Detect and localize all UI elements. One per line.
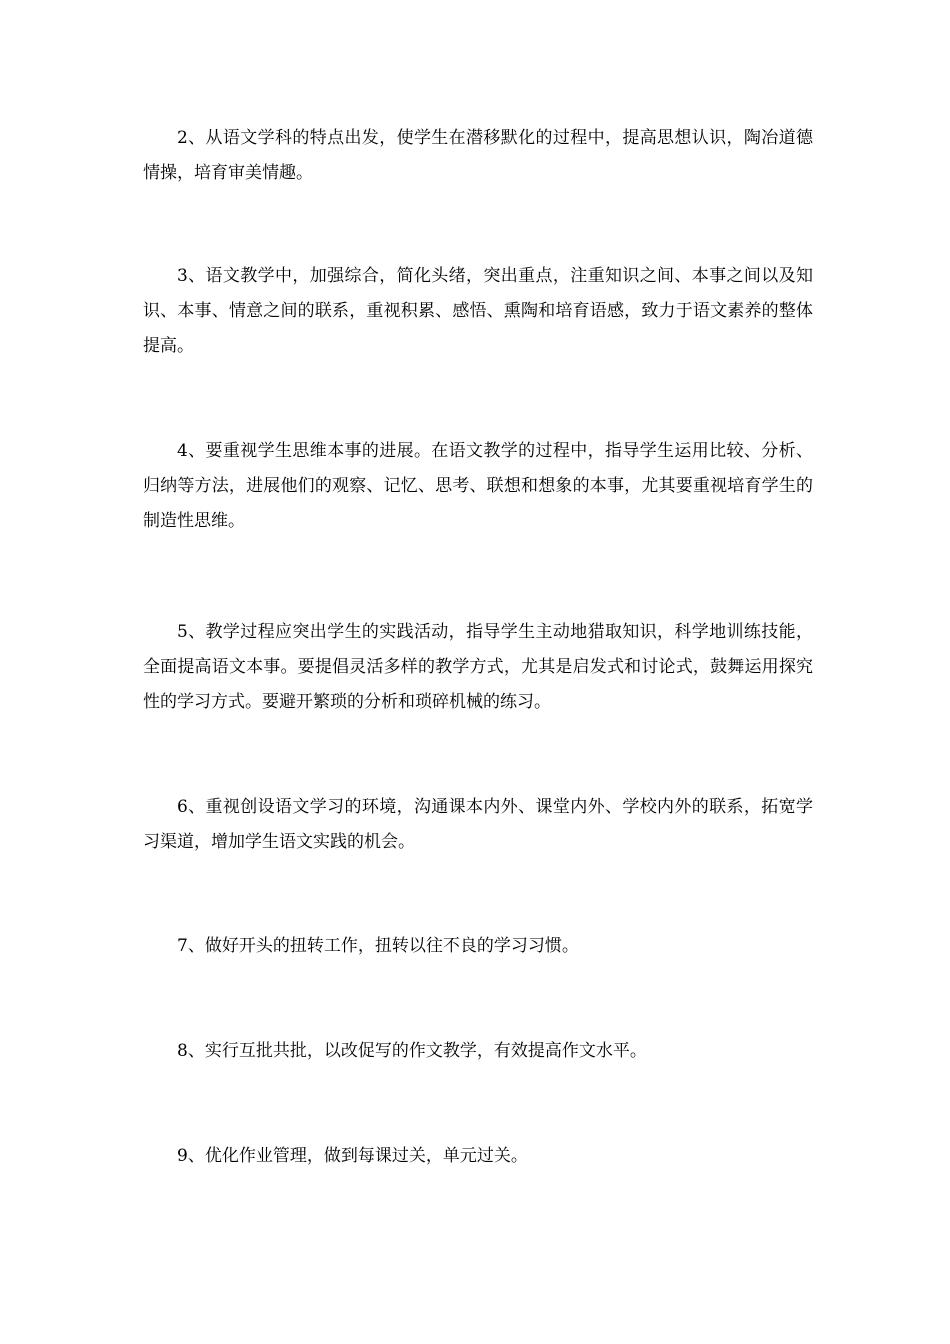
- paragraph-item-5: 5、教学过程应突出学生的实践活动，指导学生主动地猎取知识，科学地训练技能，全面提高语文本事。要提倡灵活多样的教学方式，尤其是启发式和讨论式，鼓舞运用探究性的学习方式。要避开繁琐的分析和琐碎机械的练习。: [143, 622, 813, 712]
- paragraph-item-3: 3、语文教学中，加强综合，简化头绪，突出重点，注重知识之间、本事之间以及知识、本事、情意之间的联系，重视积累、感悟、熏陶和培育语感，致力于语文素养的整体提高。: [143, 266, 813, 356]
- paragraph-item-9: 9、优化作业管理，做到每课过关，单元过关。: [177, 1146, 528, 1166]
- paragraph-item-6: 6、重视创设语文学习的环境，沟通课本内外、课堂内外、学校内外的联系，拓宽学习渠道，增加学生语文实践的机会。: [143, 797, 813, 852]
- paragraph-item-8: 8、实行互批共批，以改促写的作文教学，有效提高作文水平。: [177, 1041, 647, 1061]
- paragraph-item-7: 7、做好开头的扭转工作，扭转以往不良的学习习惯。: [177, 936, 579, 956]
- paragraph-item-2: 2、从语文学科的特点出发，使学生在潜移默化的过程中，提高思想认识，陶冶道德情操，培育审美情趣。: [143, 128, 813, 183]
- paragraph-item-4: 4、要重视学生思维本事的进展。在语文教学的过程中，指导学生运用比较、分析、归纳等方法，进展他们的观察、记忆、思考、联想和想象的本事，尤其要重视培育学生的制造性思维。: [143, 441, 813, 531]
